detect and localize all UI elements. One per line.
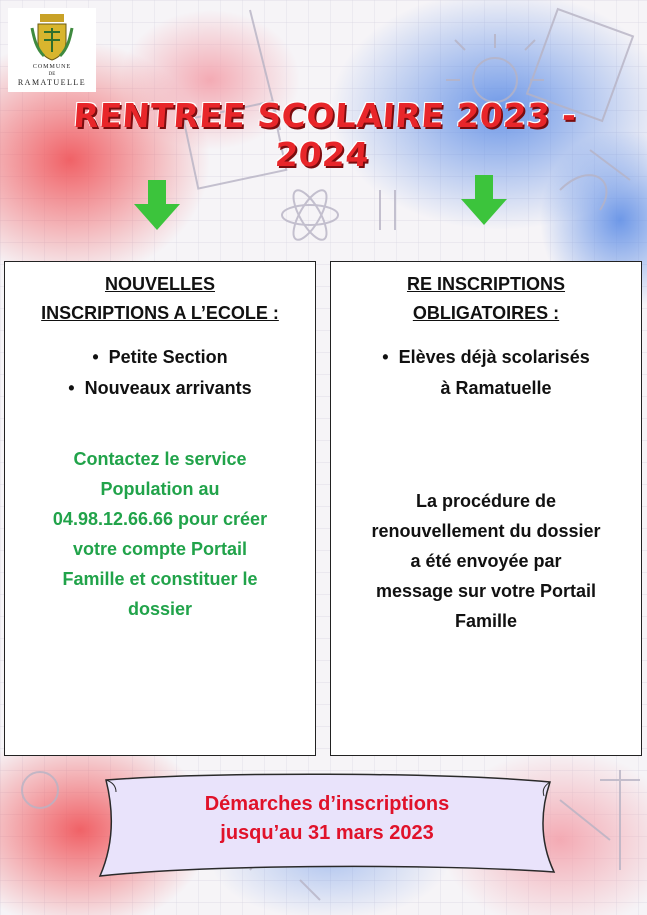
procedure-text: [339, 486, 633, 636]
list-item: [5, 373, 315, 404]
procedure-line: a été envoyée par: [410, 551, 562, 571]
heading-line-1: NOUVELLES: [104, 274, 215, 294]
logo-text-ramatuelle: RAMATUELLE: [17, 78, 87, 87]
list-item-label: Nouveaux arrivants: [84, 378, 252, 398]
procedure-line: renouvellement du dossier: [371, 521, 601, 541]
down-arrow-icon-left: [134, 180, 180, 230]
list-item-label: Elèves déjà scolarisés: [398, 347, 590, 367]
logo-text-commune: COMMUNE: [32, 64, 72, 70]
heading-line-2: INSCRIPTIONS A L’ECOLE :: [41, 303, 279, 323]
deadline-text: [92, 790, 562, 848]
heading-line-1: RE INSCRIPTIONS: [406, 274, 566, 294]
contact-line: Contactez le service: [73, 449, 247, 469]
contact-instructions: [17, 444, 303, 624]
logo-text-de: DE: [48, 72, 56, 77]
new-registrations-list: [5, 342, 315, 404]
list-item: [331, 342, 641, 373]
bullet-icon: •: [92, 347, 99, 367]
down-arrow-icon-right: [461, 175, 507, 225]
new-registrations-heading: [5, 270, 315, 328]
list-item-label: Petite Section: [108, 347, 228, 367]
page-title: RENTREE SCOLAIRE 2023 - 2024: [72, 96, 578, 174]
contact-line: votre compte Portail: [72, 539, 248, 559]
procedure-line: La procédure de: [415, 491, 557, 511]
re-registrations-box: [330, 261, 642, 756]
bullet-icon: •: [382, 347, 389, 367]
deadline-line-2: jusqu’au 31 mars 2023: [220, 822, 434, 844]
procedure-line: Famille: [454, 611, 518, 631]
heading-line-2: OBLIGATOIRES :: [412, 303, 560, 323]
contact-line-phone: 04.98.12.66.66 pour créer: [52, 509, 268, 529]
list-item-continuation: à Ramatuelle: [440, 378, 552, 398]
coat-of-arms-icon: [30, 12, 74, 62]
contact-line: Famille et constituer le: [62, 569, 258, 589]
bullet-icon: •: [68, 378, 75, 398]
re-registrations-list: [331, 342, 641, 404]
contact-line: Population au: [100, 479, 220, 499]
deadline-line-1: Démarches d’inscriptions: [204, 793, 450, 815]
contact-line: dossier: [127, 599, 193, 619]
new-registrations-box: [4, 261, 316, 756]
procedure-line: message sur votre Portail: [375, 581, 597, 601]
re-registrations-heading: [331, 270, 641, 328]
list-item: [5, 342, 315, 373]
ramatuelle-logo: [8, 8, 96, 92]
